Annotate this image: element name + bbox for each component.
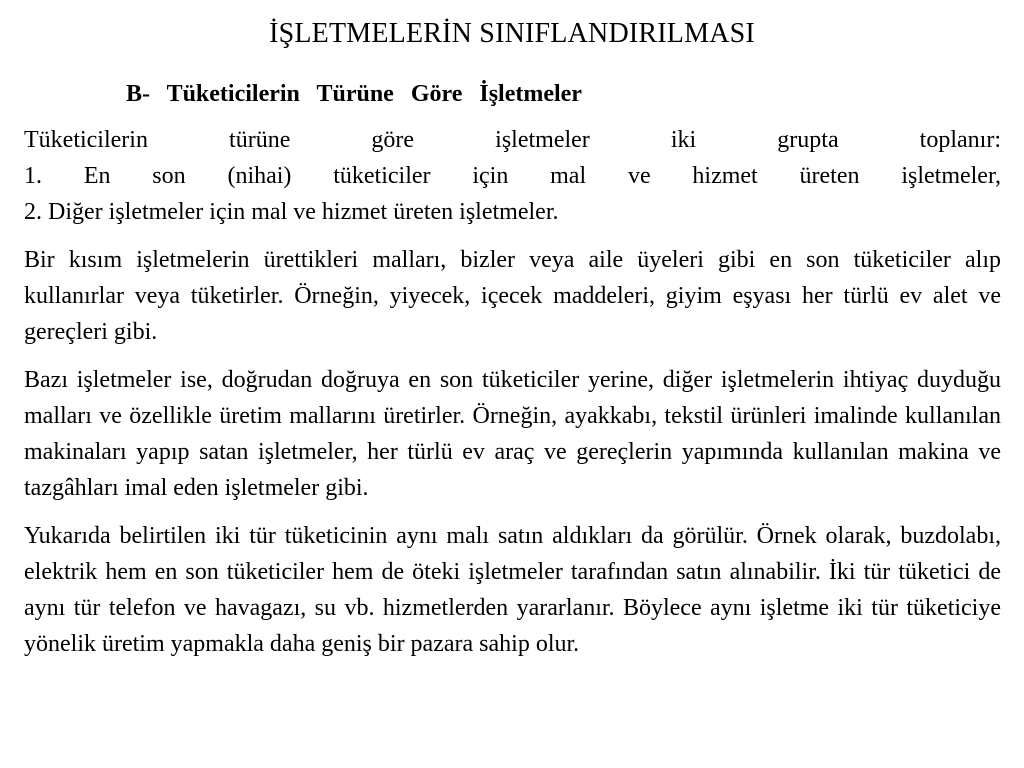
paragraph-end-consumers: Bir kısım işletmelerin ürettikleri malları, bizler veya aile üyeleri gibi en son tüketiciler alıp kullanırlar veya tüketirler. Örneğin, yiyecek, içecek maddeleri, giyim eşyası her türlü ev alet ve gereçleri gibi. (24, 247, 1001, 345)
slide-content (24, 122, 1001, 662)
intro-paragraph (24, 122, 1001, 230)
intro-line: Tüketicilerin türüne göre işletmeler iki grupta toplanır: (24, 127, 1001, 153)
intro-list-item-1: 1. En son (nihai) tüketiciler için mal ve hizmet üreten işletmeler, (24, 163, 1001, 189)
paragraph-both-consumers: Yukarıda belirtilen iki tür tüketicinin aynı malı satın aldıkları da görülür. Örnek olarak, buzdolabı, elektrik hem en son tüketiciler hem de öteki işletmeler tarafından satın alınabilir. İki tür tüketici de aynı tür telefon ve havagazı, su vb. hizmetlerden yararlanır. Böylece aynı işletme iki tür tüketiciye yönelik üretim yapmakla daha geniş bir pazara sahip olur. (24, 523, 1001, 657)
slide-subtitle: B- Tüketicilerin Türüne Göre İşletmeler (126, 81, 582, 107)
intro-list-item-2: 2. Diğer işletmeler için mal ve hizmet üreten işletmeler. (24, 199, 559, 225)
slide-title: İŞLETMELERİN SINIFLANDIRILMASI (269, 18, 755, 49)
paragraph-industrial-consumers: Bazı işletmeler ise, doğrudan doğruya en son tüketiciler yerine, diğer işletmelerin ihtiyaç duyduğu malları ve özellikle üretim mallarını üretirler. Örneğin, ayakkabı, tekstil ürünleri imalinde kullanılan makinaları yapıp satan işletmeler, her türlü ev araç ve gereçlerin yapımında kullanılan makina ve tazgâhları imal eden işletmeler gibi. (24, 367, 1001, 501)
